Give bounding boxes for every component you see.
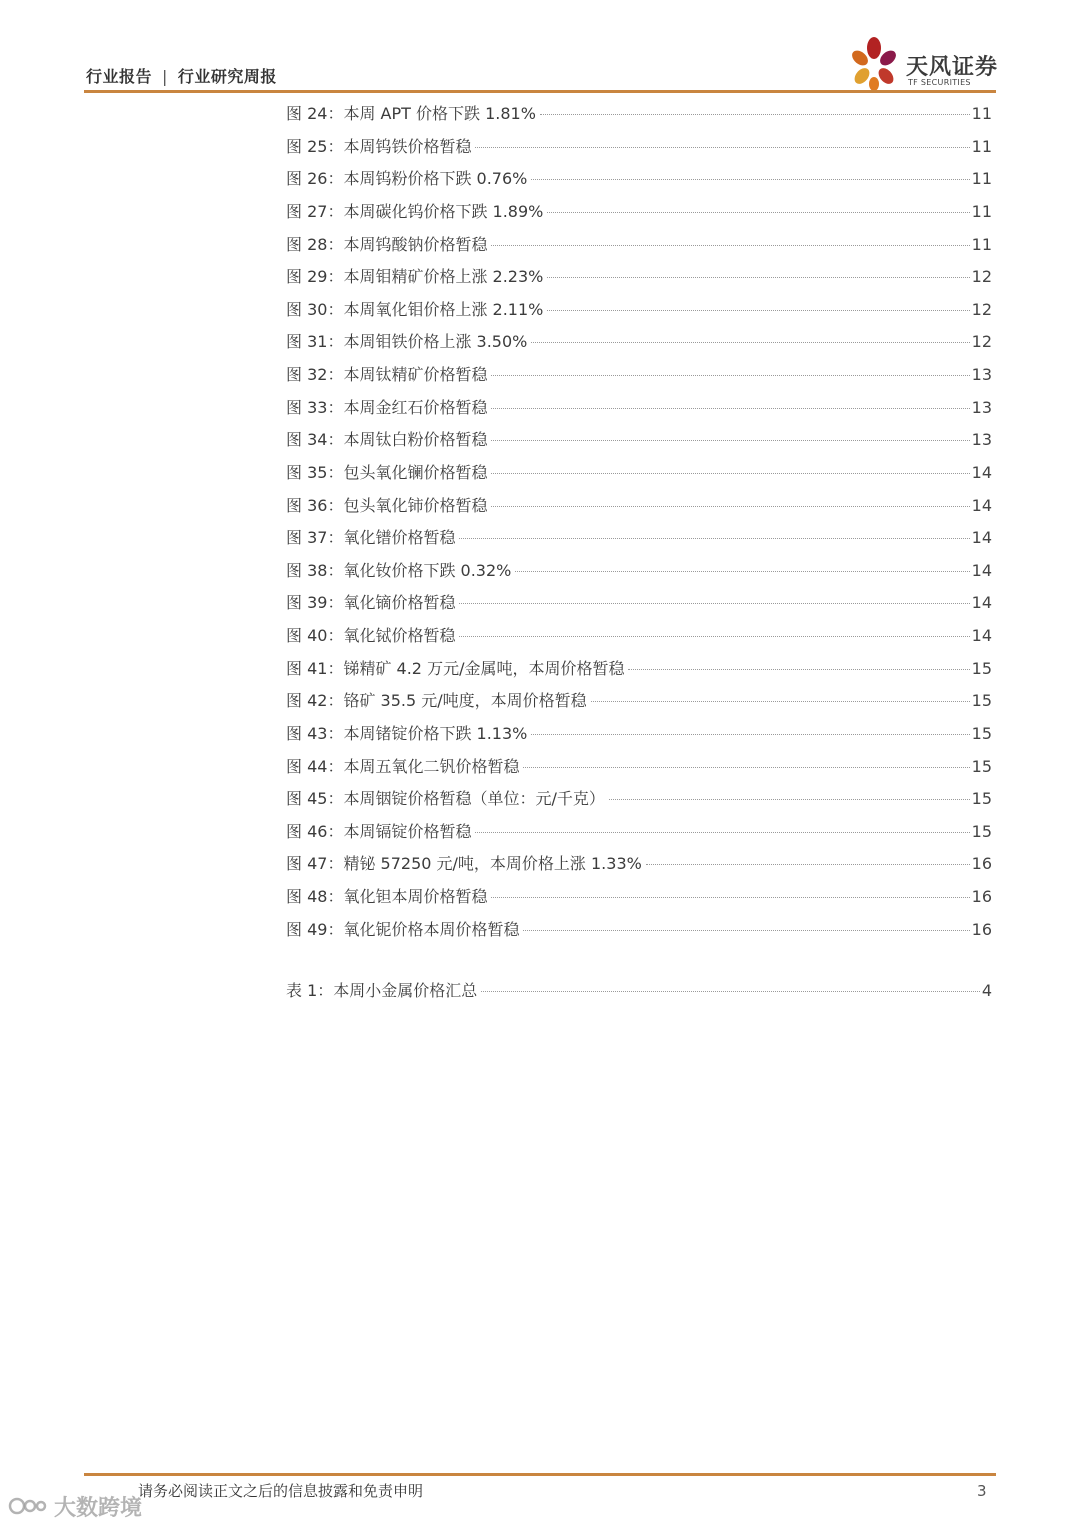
toc-leader-dots <box>531 733 969 735</box>
toc-entry-label[interactable]: 图 28：本周钨酸钠价格暂稳 <box>286 234 488 254</box>
toc-entry-label[interactable]: 图 42：铬矿 35.5 元/吨度，本周价格暂稳 <box>286 691 587 711</box>
company-logo <box>848 36 1000 92</box>
report-type: 行业报告 <box>86 67 153 86</box>
toc-entry-label[interactable]: 图 29：本周钼精矿价格上涨 2.23% <box>286 267 544 287</box>
toc-entry-page[interactable]: 15 <box>971 658 992 678</box>
toc-leader-dots <box>491 374 969 376</box>
figure-toc-entry[interactable] <box>286 522 992 555</box>
toc-entry-page[interactable]: 13 <box>971 365 992 384</box>
toc-entry-label[interactable]: 图 35：包头氧化镧价格暂稳 <box>286 462 488 482</box>
figure-toc-entry[interactable] <box>286 163 992 196</box>
figure-toc-entry[interactable] <box>286 881 992 914</box>
figure-toc-entry[interactable] <box>286 653 992 686</box>
toc-entry-label[interactable]: 表 1：本周小金属价格汇总 <box>286 981 478 1000</box>
header-separator: | <box>162 67 168 86</box>
toc-entry-label[interactable]: 图 47：精铋 57250 元/吨，本周价格上涨 1.33% <box>286 854 642 874</box>
toc-leader-dots <box>491 407 969 409</box>
figure-toc-entry[interactable] <box>286 392 992 425</box>
toc-entry-label[interactable]: 图 34：本周钛白粉价格暂稳 <box>286 430 488 450</box>
figure-toc-entry[interactable] <box>286 718 992 751</box>
figure-toc-entry[interactable] <box>286 359 992 392</box>
figure-toc-entry[interactable] <box>286 424 992 457</box>
toc-entry-label[interactable]: 图 46：本周镉锭价格暂稳 <box>286 821 472 841</box>
toc-entry-page[interactable]: 16 <box>971 854 992 874</box>
toc-entry-page[interactable]: 14 <box>971 626 992 645</box>
toc-entry-page[interactable]: 4 <box>981 981 992 1000</box>
toc-leader-dots <box>591 700 970 702</box>
toc-entry-label[interactable]: 图 33：本周金红石价格暂稳 <box>286 397 488 417</box>
figures-toc <box>286 98 992 946</box>
toc-entry-page[interactable]: 15 <box>971 789 992 809</box>
toc-leader-dots <box>475 831 969 833</box>
flower-logo-icon <box>848 36 900 92</box>
company-name: 天风证券 <box>906 55 999 80</box>
toc-entry-page[interactable]: 11 <box>971 169 992 189</box>
toc-entry-page[interactable]: 14 <box>971 528 992 548</box>
toc-entry-page[interactable]: 13 <box>971 430 992 450</box>
toc-entry-page[interactable]: 14 <box>971 495 992 515</box>
toc-entry-page[interactable]: 11 <box>971 136 992 156</box>
toc-leader-dots <box>523 929 969 931</box>
toc-entry-label[interactable]: 图 49：氧化铌价格本周价格暂稳 <box>286 919 520 939</box>
toc-entry-page[interactable]: 12 <box>971 267 992 287</box>
toc-leader-dots <box>646 863 970 865</box>
watermark <box>8 1490 142 1522</box>
footer-disclaimer: 请务必阅读正文之后的信息披露和免责申明 <box>138 1482 424 1500</box>
toc-leader-dots <box>475 146 969 148</box>
toc-leader-dots <box>540 113 970 115</box>
toc-entry-label[interactable]: 图 31：本周钼铁价格上涨 3.50% <box>286 332 528 352</box>
toc-entry-page[interactable]: 11 <box>971 234 992 254</box>
toc-entry-label[interactable]: 图 36：包头氧化铈价格暂稳 <box>286 495 488 515</box>
toc-entry-label[interactable]: 图 30：本周氧化钼价格上涨 2.11% <box>286 299 544 319</box>
figure-toc-entry[interactable] <box>286 914 992 947</box>
toc-entry-label[interactable]: 图 38：氧化钕价格下跌 0.32% <box>286 560 512 580</box>
toc-entry-page[interactable]: 14 <box>971 593 992 613</box>
figure-toc-entry[interactable] <box>286 848 992 881</box>
figure-toc-entry[interactable] <box>286 490 992 523</box>
tables-toc <box>286 975 992 1008</box>
figure-toc-entry[interactable] <box>286 685 992 718</box>
toc-leader-dots <box>491 896 969 898</box>
report-header <box>86 64 277 87</box>
figure-toc-entry[interactable] <box>286 751 992 784</box>
figure-toc-entry[interactable] <box>286 261 992 294</box>
page-number: 3 <box>977 1482 987 1500</box>
figure-toc-entry[interactable] <box>286 620 992 653</box>
toc-entry-page[interactable]: 12 <box>971 332 992 352</box>
toc-leader-dots <box>459 602 969 604</box>
toc-leader-dots <box>481 990 980 992</box>
watermark-text: 大数跨境 <box>54 1495 143 1521</box>
figure-toc-entry[interactable] <box>286 98 992 131</box>
figure-toc-entry[interactable] <box>286 783 992 816</box>
toc-leader-dots <box>491 505 969 507</box>
footer-divider <box>84 1473 996 1476</box>
toc-entry-page[interactable]: 15 <box>971 723 992 743</box>
toc-entry-label[interactable]: 图 24：本周 APT 价格下跌 1.81% <box>286 104 536 123</box>
toc-entry-label[interactable]: 图 25：本周钨铁价格暂稳 <box>286 136 472 156</box>
report-name: 行业研究周报 <box>177 67 277 86</box>
toc-leader-dots <box>515 570 969 572</box>
toc-entry-label[interactable]: 图 39：氧化镝价格暂稳 <box>286 593 456 613</box>
toc-entry-page[interactable]: 14 <box>971 462 992 482</box>
toc-entry-label[interactable]: 图 40：氧化铽价格暂稳 <box>286 626 456 645</box>
figure-toc-entry[interactable] <box>286 816 992 849</box>
toc-entry-label[interactable]: 图 48：氧化钽本周价格暂稳 <box>286 887 488 906</box>
toc-leader-dots <box>609 798 970 800</box>
toc-leader-dots <box>459 537 969 539</box>
toc-leader-dots <box>547 211 969 213</box>
toc-entry-page[interactable]: 16 <box>971 887 992 906</box>
figure-toc-entry[interactable] <box>286 326 992 359</box>
toc-entry-page[interactable]: 14 <box>971 560 992 580</box>
toc-entry-label[interactable]: 图 41：锑精矿 4.2 万元/金属吨，本周价格暂稳 <box>286 658 625 678</box>
figure-toc-entry[interactable] <box>286 555 992 588</box>
toc-leader-dots <box>547 309 969 311</box>
table-toc-entry[interactable] <box>286 975 992 1008</box>
toc-entry-page[interactable]: 11 <box>971 104 992 123</box>
toc-entry-page[interactable]: 15 <box>971 821 992 841</box>
figure-toc-entry[interactable] <box>286 457 992 490</box>
watermark-logo-icon <box>8 1493 48 1519</box>
toc-entry-label[interactable]: 图 44：本周五氧化二钒价格暂稳 <box>286 756 520 776</box>
toc-entry-label[interactable]: 图 45：本周铟锭价格暂稳（单位：元/千克） <box>286 789 605 809</box>
toc-entry-page[interactable]: 11 <box>971 201 992 221</box>
toc-entry-label[interactable]: 图 43：本周锗锭价格下跌 1.13% <box>286 723 528 743</box>
toc-leader-dots <box>531 178 969 180</box>
company-subtitle: TF SECURITIES <box>908 78 971 87</box>
toc-leader-dots <box>628 668 969 670</box>
toc-entry-page[interactable]: 13 <box>971 397 992 417</box>
figure-toc-entry[interactable] <box>286 131 992 164</box>
figure-toc-entry[interactable] <box>286 229 992 262</box>
toc-entry-label[interactable]: 图 37：氧化镨价格暂稳 <box>286 528 456 548</box>
toc-leader-dots <box>547 276 969 278</box>
toc-entry-label[interactable]: 图 32：本周钛精矿价格暂稳 <box>286 365 488 384</box>
toc-entry-page[interactable]: 15 <box>971 691 992 711</box>
toc-entry-label[interactable]: 图 27：本周碳化钨价格下跌 1.89% <box>286 201 544 221</box>
toc-entry-page[interactable]: 12 <box>971 299 992 319</box>
figure-toc-entry[interactable] <box>286 294 992 327</box>
toc-leader-dots <box>459 635 969 637</box>
toc-leader-dots <box>491 472 969 474</box>
toc-entry-page[interactable]: 15 <box>971 756 992 776</box>
toc-entry-label[interactable]: 图 26：本周钨粉价格下跌 0.76% <box>286 169 528 189</box>
header-divider <box>84 90 996 93</box>
toc-entry-page[interactable]: 16 <box>971 919 992 939</box>
toc-leader-dots <box>491 244 969 246</box>
toc-leader-dots <box>491 439 969 441</box>
toc-leader-dots <box>531 341 969 343</box>
toc-leader-dots <box>523 766 969 768</box>
figure-toc-entry[interactable] <box>286 587 992 620</box>
figure-toc-entry[interactable] <box>286 196 992 229</box>
